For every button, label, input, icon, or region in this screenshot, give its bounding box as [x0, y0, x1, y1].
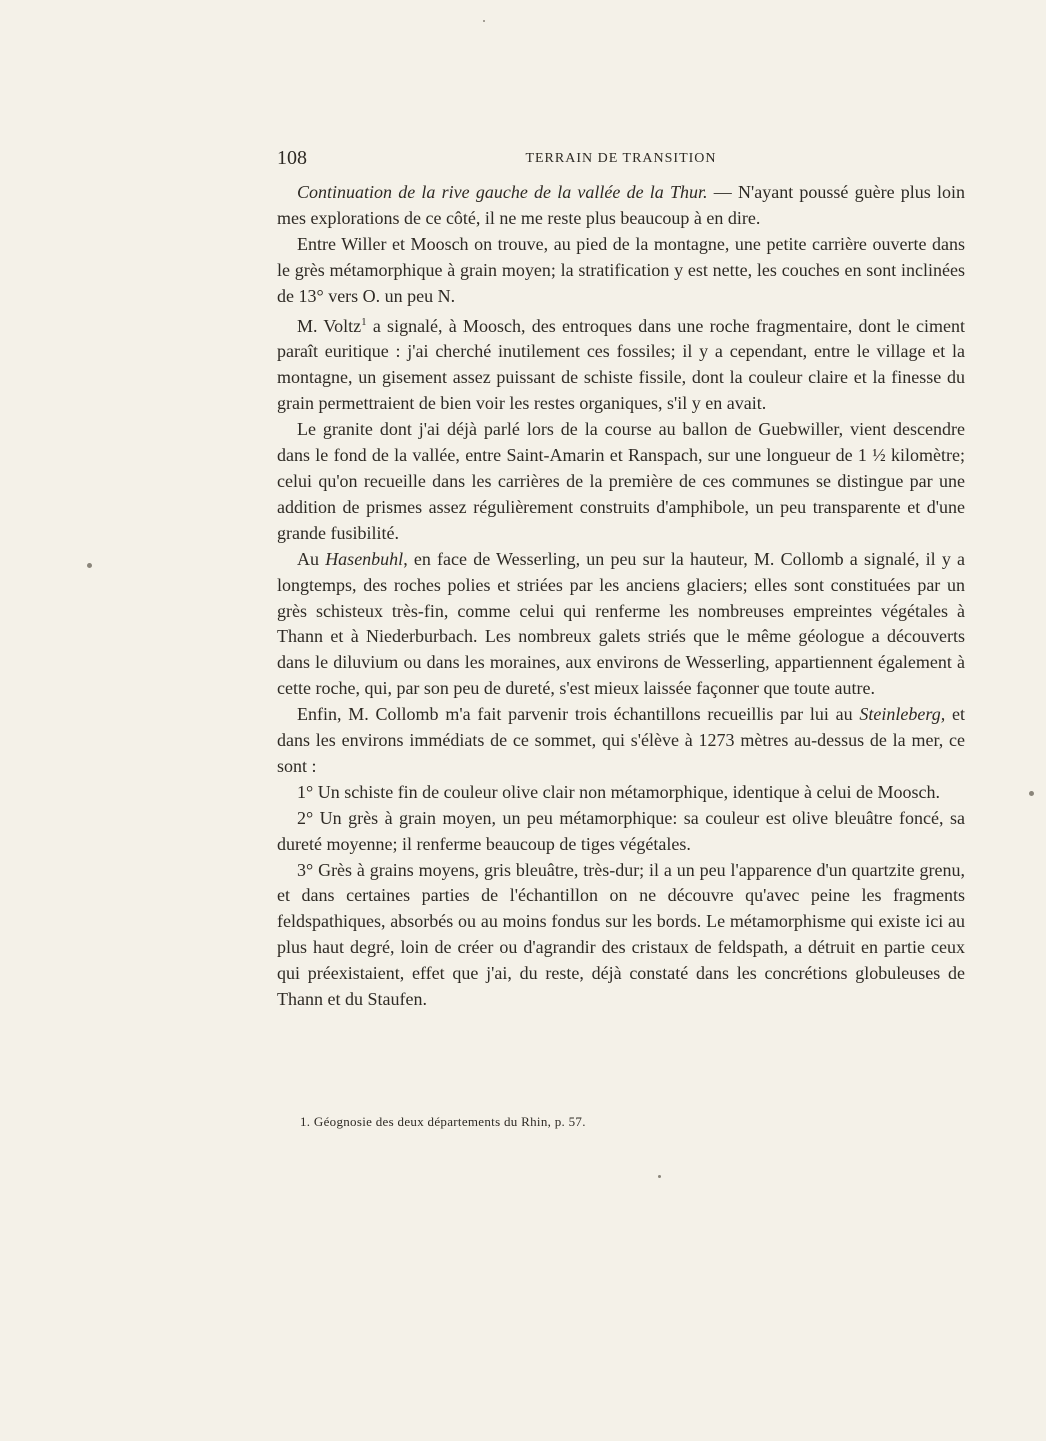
body-text — [277, 180, 965, 1013]
running-title: TERRAIN DE TRANSITION — [525, 151, 717, 166]
page-header — [277, 148, 965, 170]
section-heading: Continuation de la rive gauche de la vallée de la Thur. — [297, 182, 708, 202]
paragraph: Entre Willer et Moosch on trouve, au pied de la montagne, une petite carrière ouverte dans le grès métamorphique à grain moyen; la stratification y est nette, les couches en sont inclinées de 13° vers O. un peu N. — [277, 233, 965, 306]
paragraph: Enfin, M. Collomb m'a fait parvenir trois échantillons recueillis par lui au Steinleberg, et dans les environs immédiats de ce sommet, qui s'élève à 1273 mètres au-dessus de la mer, ce sont : — [277, 704, 965, 776]
paragraph: 3° Grès à grains moyens, gris bleuâtre, très-dur; il a un peu l'apparence d'un quartzite grenu, et dans certaines parties de l'échantillon on ne découvre qu'avec peine les fragments feldspathiques, absorbés ou au moins fondus sur les bords. Le métamorphisme qui existe ici au plus haut degré, loin de créer ou d'agrandir des cristaux de feldspath, a détruit en partie ceux qui préexistaient, effet que j'ai, du reste, déjà constaté dans les concrétions globuleuses de Thann et du Staufen. — [277, 859, 965, 1010]
paragraph: 1° Un schiste fin de couleur olive clair non métamorphique, identique à celui de Moosch. — [297, 781, 941, 802]
place-name: Steinleberg, — [859, 704, 946, 725]
scan-speck — [658, 1175, 661, 1178]
place-name: Hasenbuhl — [325, 548, 404, 569]
paragraph: Au Hasenbuhl, en face de Wesserling, un peu sur la hauteur, M. Collomb a signalé, il y a longtemps, des roches polies et striées par les anciens glaciers; elles sont constituées par un grès schisteux très-fin, comme celui qui renferme les nombreuses empreintes végétales à Thann et à Niederburbach. Les nombreux galets striés que le même géologue a découverts dans le diluvium ou dans les moraines, aux environs de Wesserling, appartiennent également à cette roche, qui, par son peu de dureté, s'est mieux laissée façonner que toute autre. — [277, 548, 966, 699]
footnote: 1. Géognosie des deux départements du Rhin, p. 57. — [300, 1114, 586, 1129]
paragraph: M. Voltz$^1$ a signalé, à Moosch, des entroques dans une roche fragmentaire, dont le ciment paraît euritique : j'ai cherché inutilement ces fossiles; il y a cependant, entre le village et la montagne, un gisement assez puissant de schiste fissile, dont la couleur claire et la finesse du grain permettraient de bien voir les restes organiques, s'il y en avait. — [277, 315, 965, 414]
scan-speck — [1029, 791, 1034, 796]
paragraph: 2° Un grès à grain moyen, un peu métamorphique: sa couleur est olive bleuâtre foncé, sa dureté moyenne; il renferme beaucoup de tiges végétales. — [277, 807, 965, 854]
paragraph: Le granite dont j'ai déjà parlé lors de la course au ballon de Guebwiller, vient descendre dans le fond de la vallée, entre Saint-Amarin et Ranspach, sur une longueur de 1 ½ kilomètre; celui qu'on recueille dans les carrières de la première de ces communes se distingue par une addition de prismes assez régulièrement construits d'amphibole, un peu transparente et d'une grande fusibilité. — [277, 419, 965, 543]
footnote-marker: 1 — [361, 315, 367, 328]
scan-speck — [87, 563, 92, 568]
paragraph: Continuation de la rive gauche de la vallée de la Thur. — N'ayant poussé guère plus loin mes explorations de ce côté, il ne me reste plus beaucoup à en dire. — [277, 182, 966, 228]
page-number: 108 — [277, 147, 307, 169]
scan-speck — [483, 20, 485, 22]
